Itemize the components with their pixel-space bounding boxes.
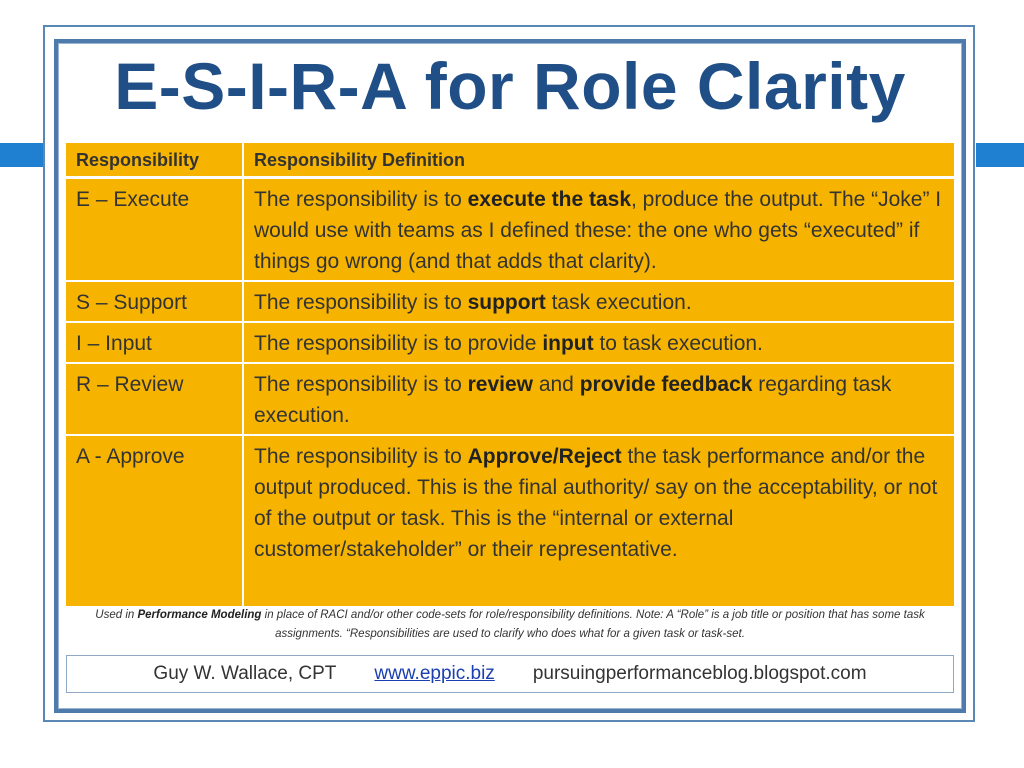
website-link[interactable]: www.eppic.biz [374, 663, 495, 684]
definition-cell: The responsibility is to support task execution. [254, 291, 692, 314]
slide-title: E-S-I-R-A for Role Clarity [114, 49, 906, 123]
accent-bar-right [976, 143, 1024, 167]
definition-cell: The responsibility is to review and provide feedback regarding task execution. [254, 373, 892, 427]
footer-bar [66, 655, 954, 693]
definition-cell: The responsibility is to execute the task, produce the output. The “Joke” I would use with teams as I defined these: the one who gets “executed” if things go wrong (and that adds that clarity). [254, 188, 942, 273]
accent-bar-left [0, 143, 44, 167]
table-row-input [66, 323, 954, 364]
author-name: Guy W. Wallace, CPT [153, 663, 337, 684]
definition-cell: The responsibility is to provide input to task execution. [254, 332, 763, 355]
table-row-execute [66, 179, 954, 282]
table-row-review [66, 364, 954, 436]
table-header-row [66, 143, 954, 179]
table-row-support [66, 282, 954, 323]
definition-cell: The responsibility is to Approve/Reject the task performance and/or the output produced. This is the final authority/ say on the acceptability, or not of the output or task. This is the “internal or external customer/stakeholder” or their representative. [254, 445, 938, 561]
role-table [66, 143, 954, 606]
header-responsibility: Responsibility [66, 143, 244, 176]
blog-url: pursuingperformanceblog.blogspot.com [532, 663, 867, 684]
role-cell: S – Support [66, 282, 244, 321]
role-cell: A - Approve [66, 436, 244, 606]
header-definition: Responsibility Definition [254, 150, 466, 170]
role-cell: E – Execute [66, 179, 244, 280]
role-cell: R – Review [66, 364, 244, 434]
footnote: Used in Performance Modeling in place of RACI and/or other code-sets for role/responsibility definitions. Note: A “Role” is a job title or position that has some task assignments. “Responsibilities are used to clarify who does what for a given task or task-set. [95, 609, 925, 640]
table-row-approve [66, 436, 954, 606]
role-cell: I – Input [66, 323, 244, 362]
